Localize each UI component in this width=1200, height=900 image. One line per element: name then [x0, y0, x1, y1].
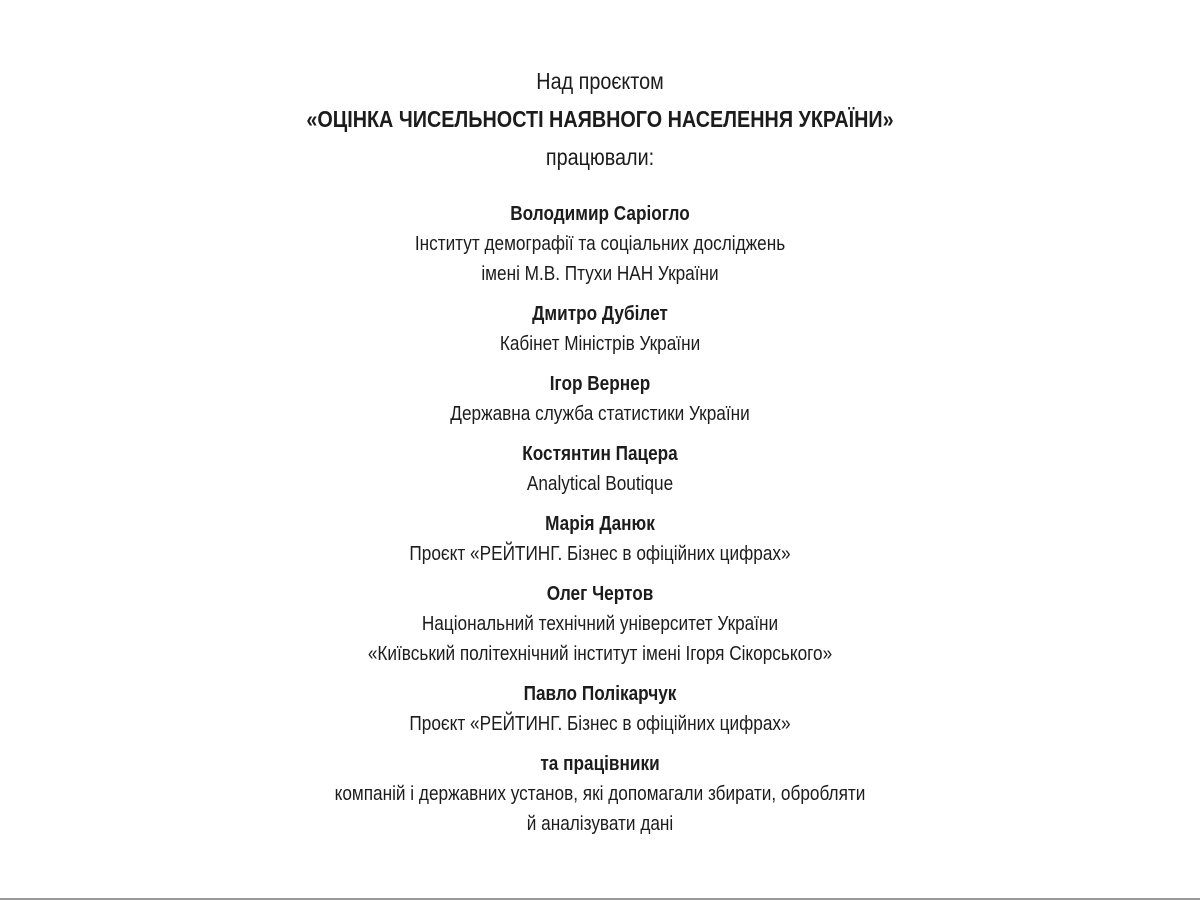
contributor-name: Павло Полікарчук: [523, 683, 677, 705]
contributor-org: Проєкт «РЕЙТИНГ. Бізнес в офіційних цифрах»: [409, 543, 791, 565]
contributor-others: [0, 749, 1200, 839]
contributor-org: Державна служба статистики України: [450, 403, 750, 425]
contributor-name: Ігор Вернер: [549, 373, 651, 395]
contributor: [0, 679, 1200, 739]
contributor-name: Олег Чертов: [546, 583, 654, 605]
contributor-org: й аналізувати дані: [526, 813, 674, 835]
contributor-name: Марія Данюк: [545, 513, 655, 535]
contributor-name: Костянтин Пацера: [522, 443, 678, 465]
contributor: [0, 369, 1200, 429]
contributor-org: імені М.В. Птухи НАН України: [481, 263, 719, 285]
contributor-org: Національний технічний університет України: [421, 613, 779, 635]
contributor: [0, 579, 1200, 669]
project-title: «ОЦІНКА ЧИСЕЛЬНОСТІ НАЯВНОГО НАСЕЛЕННЯ УКРАЇНИ»: [306, 106, 894, 132]
contributor-org: компаній і державних установ, які допомагали збирати, обробляти: [334, 783, 866, 805]
contributor: [0, 509, 1200, 569]
contributors-list: [0, 199, 1200, 849]
contributor: [0, 299, 1200, 359]
header-worked: працювали:: [545, 144, 655, 170]
contributor-name: Володимир Саріогло: [510, 203, 690, 225]
header-intro: Над проєктом: [536, 68, 664, 94]
contributor: [0, 199, 1200, 289]
contributor-org: Проєкт «РЕЙТИНГ. Бізнес в офіційних цифрах»: [409, 713, 791, 735]
project-header: [0, 62, 1200, 176]
contributor-org: Analytical Boutique: [526, 473, 674, 495]
contributor-name: Дмитро Дубілет: [532, 303, 668, 325]
contributor-org: Інститут демографії та соціальних досліджень: [414, 233, 786, 255]
contributor-name: та працівники: [540, 753, 660, 775]
contributor: [0, 439, 1200, 499]
contributor-org: Кабінет Міністрів України: [499, 333, 701, 355]
contributor-org: «Київський політехнічний інститут імені Ігоря Сікорського»: [367, 643, 833, 665]
